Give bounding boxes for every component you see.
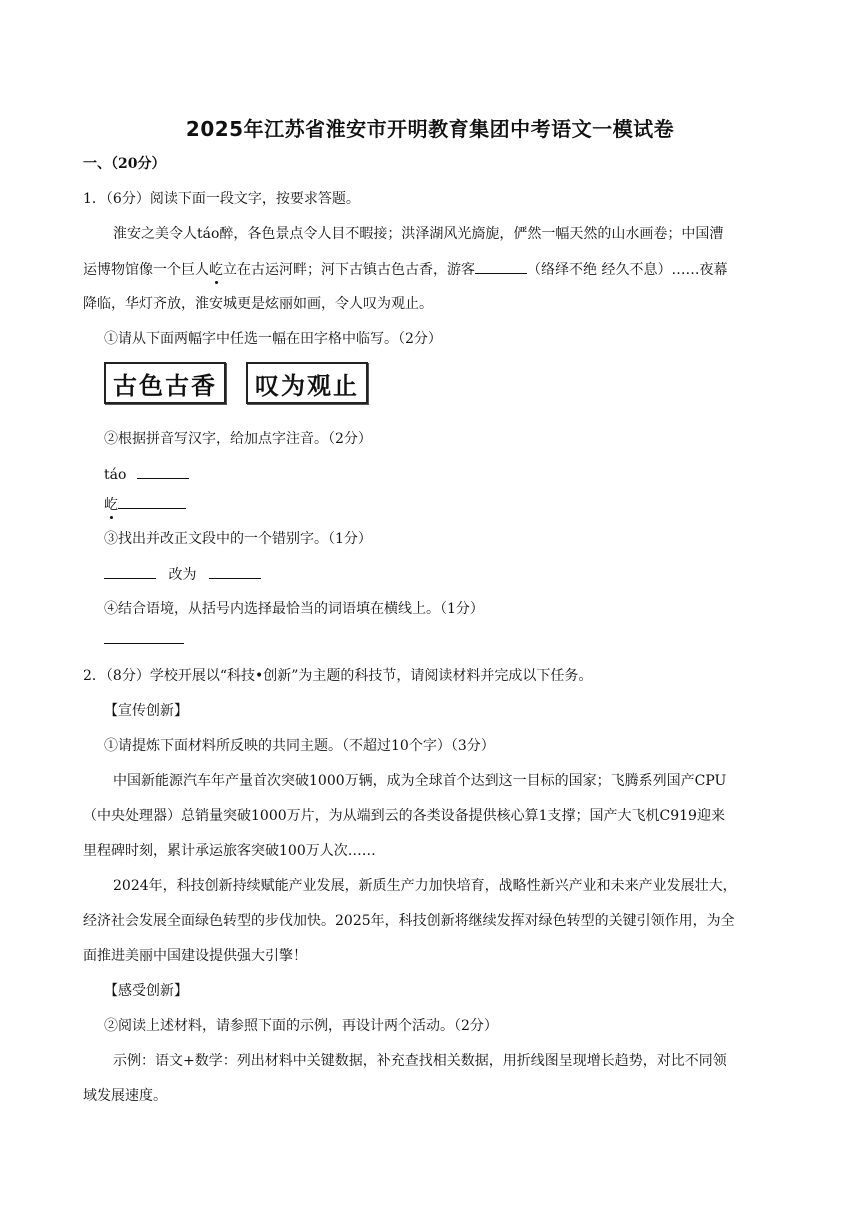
- question-1-stem: 1．（6分）阅读下面一段文字，按要求答题。: [83, 191, 360, 207]
- material-1-line-3: 里程碑时刻，累计承运旅客突破100万人次……: [83, 843, 376, 859]
- char-answer-blank[interactable]: [118, 494, 186, 509]
- passage-line-1: 淮安之美令人táo醉，各色景点令人目不暇接；洪泽湖风光旖旎，俨然一幅天然的山水画卷；中国漕: [113, 226, 724, 242]
- word-answer-row: [104, 629, 184, 650]
- passage-line-3: 降临，华灯齐放，淮安城更是炫丽如画，令人叹为观止。: [83, 296, 433, 312]
- pinyin-answer-row: táo: [104, 464, 189, 485]
- calligraphy-sample-1: 古色古香: [104, 362, 226, 404]
- sub-question-2: ②根据拼音写汉字，给加点字注音。（2分）: [104, 431, 372, 447]
- sub-question-2-1: ①请提炼下面材料所反映的共同主题。（不超过10个字）（3分）: [104, 738, 495, 754]
- char-answer-row: 屹: [104, 494, 186, 515]
- material-2-line-2: 经济社会发展全面绿色转型的步伐加快。2025年，科技创新将继续发挥对绿色转型的关键引领作用，为全: [83, 913, 735, 929]
- word-answer-blank[interactable]: [104, 629, 184, 644]
- sub-question-2-2: ②阅读上述材料，请参照下面的示例，再设计两个活动。（2分）: [104, 1018, 498, 1034]
- material-2-line-3: 面推进美丽中国建设提供强大引擎！: [83, 948, 307, 964]
- answer-blank[interactable]: [475, 259, 527, 274]
- correct-char-blank[interactable]: [209, 564, 261, 579]
- sub-question-3: ③找出并改正文段中的一个错别字。（1分）: [104, 531, 372, 547]
- section-heading: 一、（20分）: [83, 156, 166, 172]
- dotted-char: 屹: [209, 262, 223, 278]
- example-line-2: 域发展速度。: [83, 1088, 167, 1104]
- pinyin-answer-blank[interactable]: [137, 464, 189, 479]
- wrong-char-blank[interactable]: [104, 564, 156, 579]
- calligraphy-sample-2: 叹为观止: [246, 362, 368, 404]
- sub-question-1: ①请从下面两幅字中任选一幅在田字格中临写。（2分）: [104, 331, 442, 347]
- page-title: 2025年江苏省淮安市开明教育集团中考语文一模试卷: [185, 117, 675, 141]
- material-1-line-2: （中央处理器）总销量突破1000万片，为从端到云的各类设备提供核心算1支撑；国产大飞机C919迎来: [83, 808, 725, 824]
- material-2-line-1: 2024年，科技创新持续赋能产业发展，新质生产力加快培育，战略性新兴产业和未来产业发展壮大，: [113, 878, 737, 894]
- section-tag-2: 【感受创新】: [104, 983, 188, 999]
- sub-question-4: ④结合语境，从括号内选择最恰当的词语填在横线上。（1分）: [104, 601, 484, 617]
- correction-row: 改为: [104, 564, 261, 585]
- passage-line-2: 运博物馆像一个巨人屹立在古运河畔；河下古镇古色古香，游客 （络绎不绝 经久不息）……夜幕: [83, 259, 727, 280]
- section-tag-1: 【宣传创新】: [104, 703, 188, 719]
- question-2-stem: 2．（8分）学校开展以“科技•创新”为主题的科技节，请阅读材料并完成以下任务。: [83, 668, 593, 684]
- material-1-line-1: 中国新能源汽车年产量首次突破1000万辆，成为全球首个达到这一目标的国家；飞腾系列国产CPU: [113, 773, 727, 789]
- example-line-1: 示例：语文+数学：列出材料中关键数据，补充查找相关数据，用折线图呈现增长趋势，对比不同领: [113, 1053, 727, 1069]
